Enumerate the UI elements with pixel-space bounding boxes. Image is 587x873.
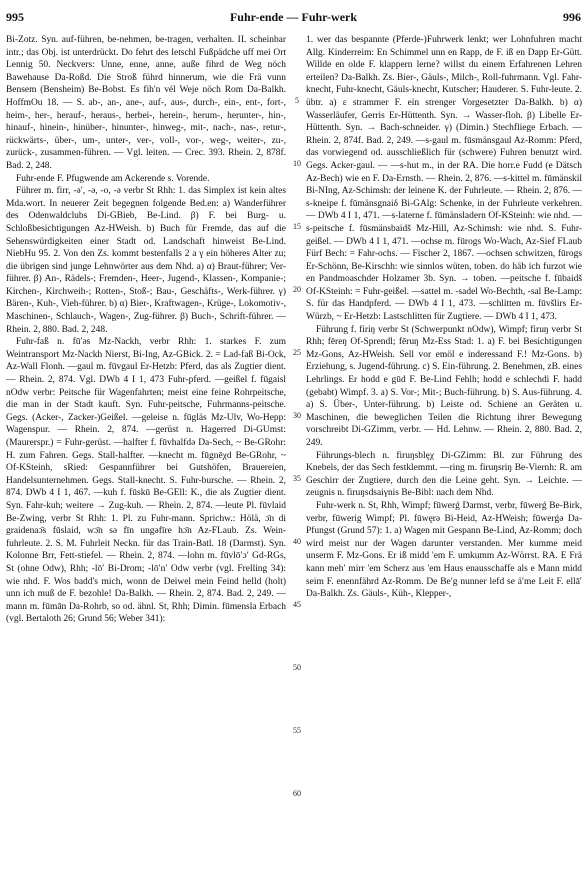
line-number: 10: [293, 159, 301, 168]
line-number: 20: [293, 285, 301, 294]
line-number: 50: [293, 663, 301, 672]
running-head: Fuhr-ende — Fuhr-werk: [229, 10, 358, 24]
entry-paragraph: Fuhr-faß n. fū′əs Mz-Nackh, verbr Rhh: 1. starkes F. zum Weintransport Mz-Nackh Nierst, Bi-Ing, Az-GBick. 2. = Lad-faß Bi-Ock, Az-Wall Flonh. —gaul m. fūvgaul Er-Hetzb: Pferd, das als Zugtier dient. — Rhein. 2, 874. Vgl. DWb 4 I 1, 473 Fuhr-pferd. —geißel f. fūgaisl nOdw verbr: Peitsche für Wagenfahrten; meist eine feine Rohrpeitsche, die man in der Stadt kauft. Syn. Fuhr-peitsche, Fuhrmanns-peitsche. Gegs. (Acker-, Zacker-)Geißel. —geleise n. fūgläs Mz-Ulv, Wo-Hepp: Wagenspur. — Rhein. 2, 874. —gerüst n. Hagerred Di-GUmst: (Maurerspr.) = Fuhr-gerüst. —halfter f. fūvhalfdə Da-Sech, ~ Be-GRohr: H. zum Fahren. Gegs. Stall-halfter. —knecht m. fūgnēχd Be-GRohr, ~ Of-KSteinh, sRied: Gespannführer bei Gutshöfen, Brauereien, Handelsunternehmen. Gegs. Stall-knecht. S. Fuhr-bursche. — Rhein. 2, 874. DWb 4 I 1, 467. —kuh f. fūskū Be-GEll: K., die als Zugtier dient. Syn. Fahr-kuh; weitere → Zug-kuh. — Rhein. 2, 874. —leute Pl. fūvlaid Be-Zwing, verbr St Rhh: 1. Pl. zu Fuhr-mann. Sprichw.: Hölä, ɔ̄n di graidenaɔ̄s fūslaid, wɔ̄n sə fīn ungəfīre hɔ̄n Az-FLaub. Zs. Wein-fuhrleute. 2. S. M. Fuhrleit Neckn. für das Train-Batl. 18 (Darmst). Syn. Kolonne Brr, Fett-stiefel. — Rhein. 2, 874. —lohn m. fūvlō′ɔ′ Gd-RGs, St (ohne Odw), Rhh; -lō′ Bi-Drom; -lō′n′ Odw verbr (vgl. Frelling 34): wie nhd. F. Wos badd's mich, wonn de Deiwel mein Feind helld (holt) unn ich muß de F. bezohle! Da-Balkh. — Rhein. 2, 874. Bad. 2, 249. —mann m. fūmān Da-Rohrb, so od. ähnl. St, Rhh; Dimin. fūmensla Erbach (vgl. Bertaloth 26; Grund 56; Weber 341):: [6, 337, 286, 625]
entry-paragraph: Führungs-blech n. firuŋsblęχ Di-GZimm: Bl. zur Führung des Knebels, der das Sech festklemmt. —ring m. firuŋsriŋ Be-Viernh: R. am Geschirr der Zugtiere, durch den die Leine geht. Syn. → Leichte. —zeugnis n. firuŋsdsaiγnis Be-Bibl: nach dem Nhd.: [306, 450, 582, 499]
line-number: 5: [295, 96, 299, 105]
entry-paragraph: Führer m. firr, -ə′, -ə, -o, -ə verbr St Rhh: 1. das Simplex ist kein altes Mda.wort. In neuerer Zeit begegnen folgende Bed.en: a) Wanderführer des Odenwaldclubs Di-GBieb, Be-Lind. β) F. bei Burg- u. Schloßbesichtigungen Az-HWeish. b) Buch für Fremde, das auf die Sehenswürdigkeiten einer Stadt od. Landschaft hinweist Be-Lind. NiebHu 95. 2. Von den Zs. kommt bestenfalls 2 a γ ein höheres Alter zu; die übrigen sind junge Lehnwörter aus dem Nhd. a) α) Braut-führer; Ver-führer. β) An-, Rädels-; Fremden-, Heer-, Jugend-, Klassen-, Kompanie-; Kirchen-, Kirchweih-; Rotten-, Stoß-; Bau-, Geschäfts-, Werk-führer. γ) Bären-, Kuh-, Vieh-führer. b) α) Bier-, Kraftwagen-, Krüge-, Lokomotiv-, Maschinen-, Schlauch-, Wagen-, Zug-führer. β) Buch-, Schrift-führer. — Rhein. 2, 880. Bad. 2, 248.: [6, 186, 286, 335]
line-number: 30: [293, 411, 301, 420]
page-header: [0, 10, 587, 28]
line-number: 45: [293, 600, 301, 609]
entry-paragraph: Fuhr-werk n. St, Rhh, Wimpf; fūwerǵ Darmst, verbr, fūwerǵ Be-Birk, verbr, fūwerig Wimpf; Pl. fūwęrə Bi-Heid, Az-HWeish; fūwerǵə Da-Pfungst (Grund 57): 1. a) Wagen mit Gespann Be-Lind, Az-Romm; doch wird meist nur der Wagen darunter verstanden. Mer kumme meid unserm F. Mz-Gons. Er iß midd 'em F. umkumm Az-Wörrst. RA. E Frä kann meh′ mirr 'em Scherz aus 'em Haus enausschaffe als e Mann midd seim F. enennfährd Az-Romm. De Be′g nunner lefd se ä′me Leit F. ellā′ Da-Balkh. Zs. Gäuls-, Küh-, Klepper-,: [306, 500, 582, 600]
line-number: 35: [293, 474, 301, 483]
line-number: 25: [293, 348, 301, 357]
page-number-left: 995: [6, 10, 24, 24]
page-number-right: 996: [563, 10, 581, 24]
line-number: 60: [293, 789, 301, 798]
line-number: 15: [293, 222, 301, 231]
entry-paragraph: Fuhr-ende F. Pfugwende am Ackerende s. Vorende.: [16, 173, 210, 184]
entry-paragraph: 1. wer das bespannte (Pferde-)Fuhrwerk lenkt; wer Lohnfuhren macht Allg. Kinderreim: En Schimmel unn en Rapp, de F. iß en Dapp Er-Gütt. Willde en olde F. klappern lerne? willst du einem Erfahrenen Lehren erteilen? Da-Balkh. Zs. Bier-, Gäuls-, Milch-, Roll-fuhrmann. Vgl. Fahr-knecht, Fuhr-knecht, Gäuls-knecht, Kutscher; Hauderer. S. Fuhr-leute. 2. übtr. a) ε strammer F. ein strenger Vorgesetzter Da-Balkh. b) α) Wasserläufer, Gerris Er-Hüttenth. Syn. → Wasser-floh. β) Libelle Er-Hüttenth. Syn. → Bach-schneider. γ) (Dimin.) Stechfliege Erbach. — Rhein. 2, 874f. Bad. 2, 249. —s-gaul m. fūsmänsgaul Az-Romm: Pferd, das vorwiegend od. ausschließlich für (schwere) Fuhren benutzt wird. Gegs. Acker-gaul. — —s-hut m., in der RA. Die horr.e Fudd (e Dätsch Az-Bech) wie en F. Da-Ernsth. — Rhein. 2, 876. —s-kittel m. fūmänskil Bi-NIng, Az-Schimsh: der leinene K. der Fuhrleute. — Rhein. 2, 876. —s-kneipe f. fūmänsgnaiδ Bi-GAlg: Schenke, in der Fuhrleute verkehren. — DWb 4 I 1, 471. —s-laterne f. fūmänsladern Of-KSteinh: wie nhd. —s-peitsche f. fūsmänsbaidš Mz-Hill, Az-Schimsh: wie nhd. S. Fuhr-geißel. — DWb 4 I 1, 471. —ochse m. fūrogs Wo-Wach, Az-Sief FLaub Fürf Bech: = Fahr-ochs. — Fischer 2, 1867. —ochsen schwitzen, fūrogs Er-Schönn, Be-Kirschh: wie sinnlos wüten, toben. do häb ich furzot wie en Pandmoaschder Holzamer 3b. Syn. → toben. —peitsche f. fūbaidš Of-KSteinh: = Fuhr-geißel. —sattel m. -sadel Wo-Bechth, -sal Be-Lamp: S. für das Handpferd. — DWb 4 I 1, 473. —schlitten m. fūvšlirs Er-Würzb, ~ Er-Hetzb: Lastschlitten für Zugtiere. — DWb 4 I 1, 473.: [306, 35, 582, 323]
left-column: [6, 34, 286, 866]
right-column: [306, 34, 582, 866]
entry-paragraph: Bi-Zotz. Syn. auf-führen, be-nehmen, be-tragen, verhalten. II. scheinbar intr.; das Obj. ist unterdrückt. Do fehrt des letschl Fußpädche uff mei Ort Lennig 50. Neckvers: Unne, enne, anne, auße fihrd de Weg nöch Bawehause Da-Roßd. Die Stroß führd hinnerum, wie die Frä vunn Bensem (Bensheim) Be-Bobst. Es fih'n vél Weje nöch Rom Da-Balkh. HoffmOu 18. — S. ab-, an-, ane-, auf-, aus-, durch-, ein-, ent-, fort-, heim-, her-, herauf-, heraus-, herbei-, herein-, herum-, herunter-, hin-, hinauf-, hinein-, hinüber-, hinunter-, hinweg-, mit-, nach-, nas-, retur-, rückwärts-, über-, um-, unter-, ver-, voll-, vor-, weg-, weiter-, zu-, zurück-, zusammen-führen. — Vgl. leiten. — Crec. 393. Rhein. 2, 878f. Bad. 2, 248.: [6, 35, 286, 171]
entry-paragraph: Führung f. firiŋ verbr St (Schwerpunkt nOdw), Wimpf; firuŋ verbr St Rhh; fēreŋ Of-Sprendl; fēruŋ Mz-Ess Stad: 1. a) F. bei Besichtigungen Mz-Gons, Az-HWeish. Sell vor emöl e inderessand F.! Mz-Gons. b) Erziehung, s. Jugend-führung. c) S. Ein-führung. 2. Benehmen, zB. eines Lehrlings. Er hodd e gūd F. Be-Lind Fehlh; hodd e schlechdi F. hadd (gebabt) Wimpf. 3. a) S. Vor-; Mit-; Buch-führung. b) S. Aus-führung. 4. a) S. Über-, Unter-führung. b) Leiste od. Schiene an Geräten u. Maschinen, die beweglichen Teilen die Richtung ihrer Bewegung vorschreibt Di-GZimm, verbr. — Hd. Lehnw. — Rhein. 2, 880. Bad. 2, 249.: [306, 324, 582, 448]
line-number: 40: [293, 537, 301, 546]
line-number-gutter: [290, 34, 304, 866]
line-number: 55: [293, 726, 301, 735]
